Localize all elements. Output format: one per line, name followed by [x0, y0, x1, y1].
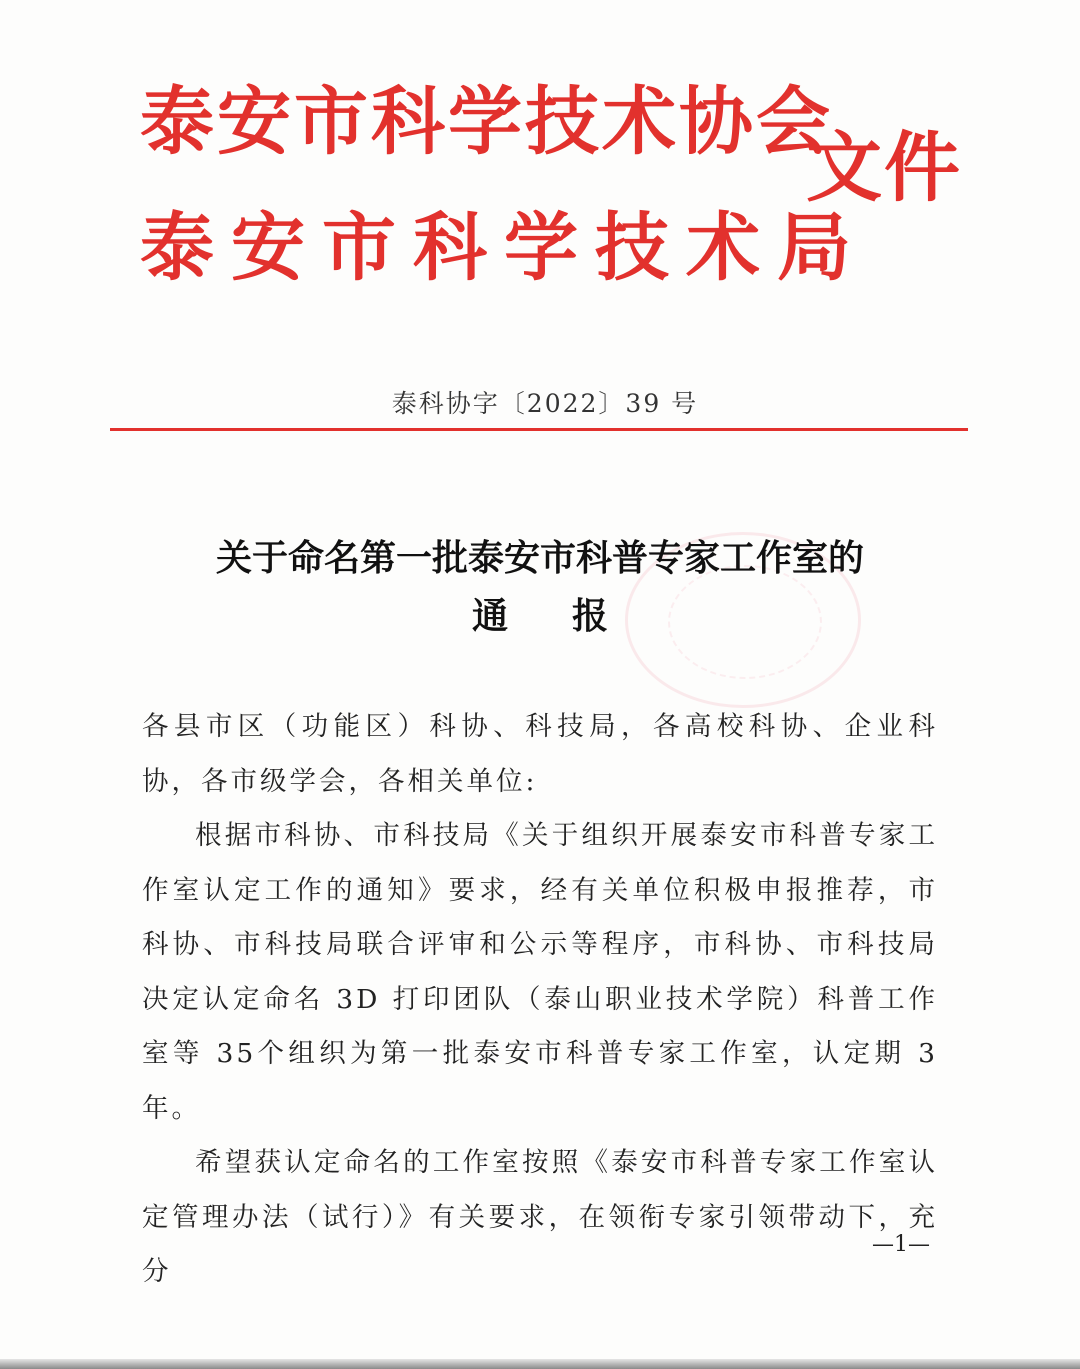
red-divider-line — [110, 428, 968, 431]
document-title-line2: 通报 — [471, 595, 672, 637]
document-title-line1: 关于命名第一批泰安市科普专家工作室的 — [215, 537, 864, 579]
page-number: —1— — [872, 1232, 930, 1257]
issuer-name-sast: 泰安市科学技术协会 — [140, 79, 833, 165]
body-paragraph-1: 根据市科协、市科技局《关于组织开展泰安市科普专家工作室认定工作的通知》要求，经有关单位积极申报推荐，市科协、市科技局联合评审和公示等程序，市科协、市科技局决定认定命名 3D 打印团队（泰山职业技术学院）科普工作室等 35个组织为第一批泰安市科普专家工作室，认定期 3 年。 — [142, 820, 938, 1124]
body-paragraph-2: 希望获认定命名的工作室按照《泰安市科普专家工作室认定管理办法（试行）》有关要求，在领衔专家引领带动下，充分 — [142, 1147, 938, 1287]
document-body — [142, 700, 938, 1300]
document-number: 泰科协字〔2022〕39 号 — [391, 389, 699, 418]
scan-bottom-edge — [0, 1359, 1080, 1369]
salutation-paragraph: 各县市区（功能区）科协、科技局，各高校科协、企业科协，各市级学会，各相关单位: — [142, 711, 938, 797]
issuer-name-science-bureau: 泰安市科学技术局 — [140, 205, 868, 291]
document-label: 文件 — [806, 123, 962, 212]
